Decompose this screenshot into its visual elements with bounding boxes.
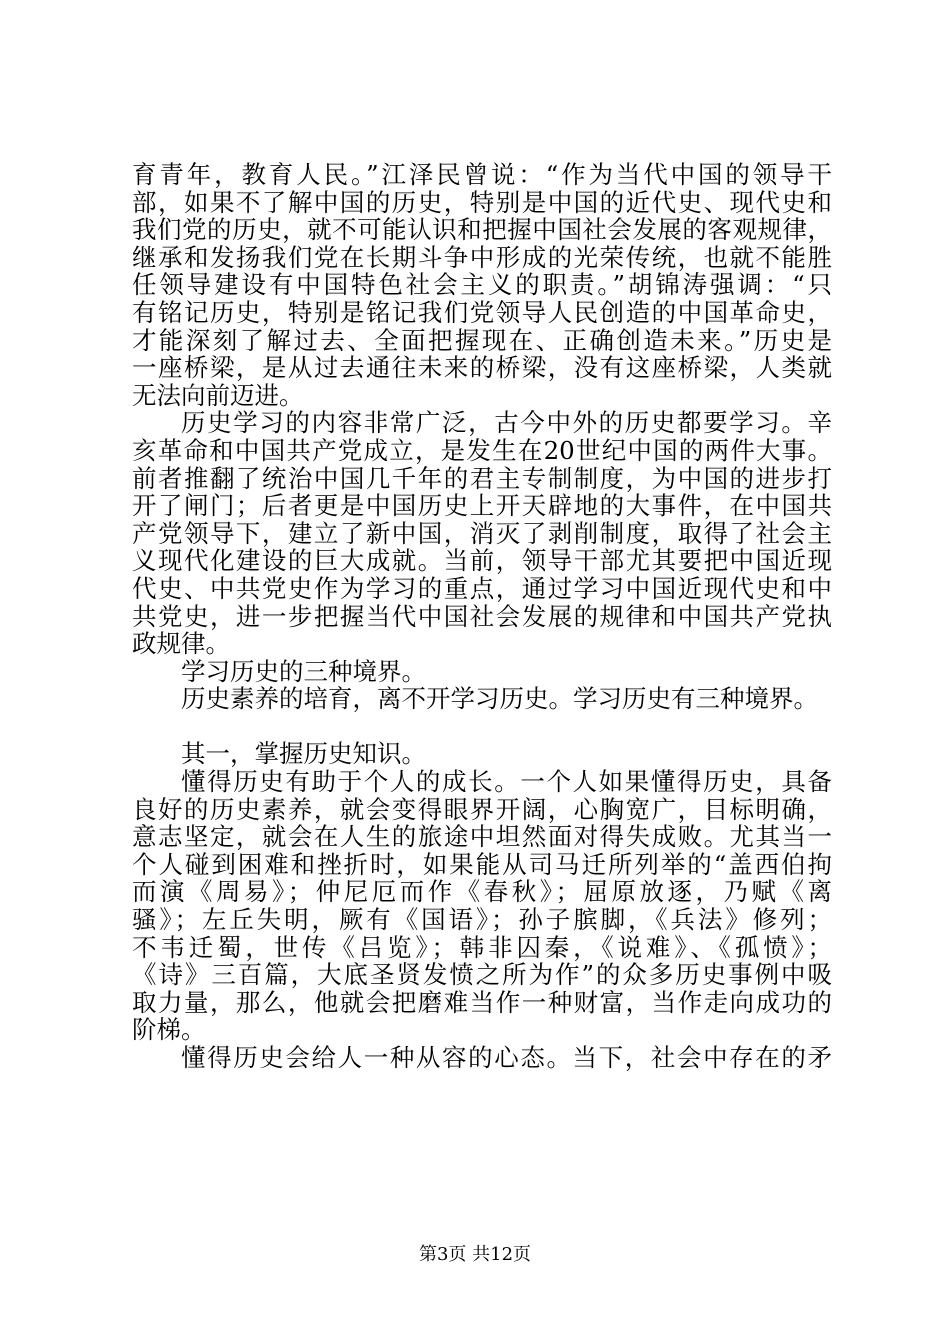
document-body	[132, 161, 832, 1072]
text-line: 阶梯。	[132, 1015, 206, 1045]
text-line: 懂得历史有助于个人的成长。一个人如果懂得历史，具备	[181, 767, 832, 797]
text-line: 历史素养的培育，离不开学习历史。学习历史有三种境界。	[181, 684, 818, 714]
text-line: 产党领导下，建立了新中国，消灭了剥削制度，取得了社会主	[132, 518, 832, 548]
text-line: 义现代化建设的巨大成就。当前，领导干部尤其要把中国近现	[132, 546, 832, 576]
text-line: 前者推翻了统治中国几千年的君主专制制度，为中国的进步打	[132, 463, 832, 493]
text-line: 良好的历史素养，就会变得眼界开阔，心胸宽广，目标明确，	[132, 794, 832, 824]
text-line: 部，如果不了解中国的历史，特别是中国的近代史、现代史和	[132, 187, 832, 217]
text-line: 其一，掌握历史知识。	[181, 739, 426, 769]
text-line: 取力量，那么，他就会把磨难当作一种财富，当作走向成功的	[132, 987, 832, 1017]
text-line: 共党史，进一步把握当代中国社会发展的规律和中国共产党执	[132, 601, 832, 631]
text-line: 历史学习的内容非常广泛，古今中外的历史都要学习。辛	[181, 408, 832, 438]
page-number-footer: 第3页 共12页	[418, 1244, 532, 1265]
text-line: 政规律。	[132, 629, 230, 659]
text-line: 亥革命和中国共产党成立，是发生在20世纪中国的两件大事。	[132, 435, 832, 465]
text-line: 意志坚定，就会在人生的旅途中坦然面对得失成败。尤其当一	[132, 822, 832, 852]
text-line: 有铭记历史，特别是铭记我们党领导人民创造的中国革命史，	[132, 297, 832, 327]
text-line: 个人碰到困难和挫折时，如果能从司马迁所列举的“盖西伯拘	[132, 849, 832, 879]
text-line: 才能深刻了解过去、全面把握现在、正确创造未来。”历史是	[132, 325, 832, 355]
text-line: 一座桥梁，是从过去通往未来的桥梁，没有这座桥梁，人类就	[132, 353, 832, 383]
text-line: 开了闸门；后者更是中国历史上开天辟地的大事件，在中国共	[132, 491, 832, 521]
text-line: 学习历史的三种境界。	[181, 656, 426, 686]
text-line: 继承和发扬我们党在长期斗争中形成的光荣传统，也就不能胜	[132, 242, 832, 272]
text-line: 骚》；左丘失明，厥有《国语》；孙子膑脚，《兵法》修列；	[132, 905, 832, 935]
text-line: 我们党的历史，就不可能认识和把握中国社会发展的客观规律，	[132, 215, 832, 245]
text-line: 代史、中共党史作为学习的重点，通过学习中国近现代史和中	[132, 573, 832, 603]
text-line: 而演《周易》；仲尼厄而作《春秋》；屈原放逐，乃赋《离	[132, 877, 832, 907]
text-line: 懂得历史会给人一种从容的心态。当下，社会中存在的矛	[181, 1043, 832, 1072]
text-line: 无法向前迈进。	[132, 380, 304, 410]
text-line: 任领导建设有中国特色社会主义的职责。”胡锦涛强调：“只	[132, 270, 832, 300]
text-line: 育青年，教育人民。”江泽民曾说：“作为当代中国的领导干	[132, 160, 832, 189]
blank-line	[132, 713, 832, 741]
text-line: 《诗》三百篇，大底圣贤发愤之所为作”的众多历史事例中吸	[132, 960, 832, 990]
text-line: 不韦迁蜀，世传《吕览》；韩非囚秦，《说难》、《孤愤》；	[132, 932, 832, 962]
